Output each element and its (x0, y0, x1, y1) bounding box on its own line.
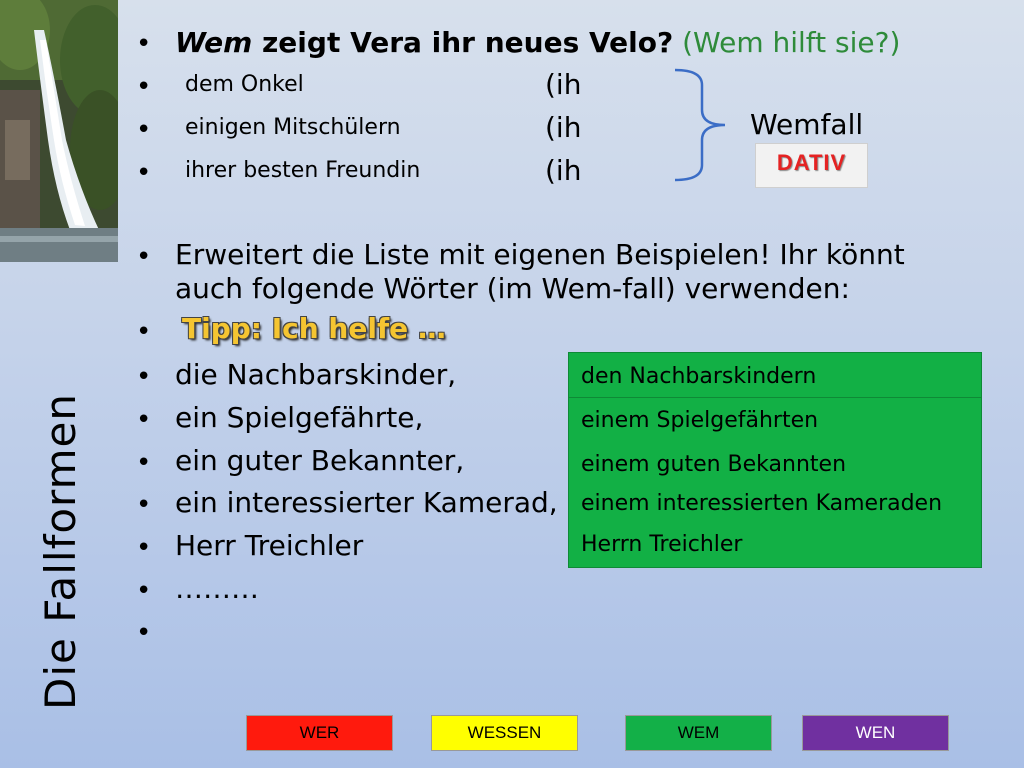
bullet: • (136, 72, 152, 102)
question-line (175, 26, 900, 60)
bullet: • (136, 29, 152, 59)
question-rest: zeigt Vera ihr neues Velo? (252, 26, 674, 59)
bullet: • (136, 242, 152, 272)
dativ-badge (755, 143, 868, 188)
instruction-line: auch folgende Wörter (im Wem-fall) verwenden: (175, 272, 850, 305)
bullet: • (136, 618, 152, 648)
word-item: ein interessierter Kamerad, (175, 486, 558, 519)
ih-text: (ih (545, 154, 582, 187)
brace-icon (670, 65, 730, 185)
bullet: • (136, 405, 152, 435)
example-item: einigen Mitschülern (185, 115, 401, 140)
case-button-wer[interactable] (246, 715, 393, 751)
bullet: • (136, 533, 152, 563)
bullet: • (136, 317, 152, 347)
answer-item: einem interessierten Kameraden (581, 491, 943, 516)
bullet: • (136, 158, 152, 188)
bullet: • (136, 115, 152, 145)
example-item: dem Onkel (185, 72, 304, 97)
word-item: die Nachbarskinder, (175, 358, 457, 391)
word-item: Herr Treichler (175, 529, 364, 562)
bullet: • (136, 448, 152, 478)
waterfall-photo (0, 0, 118, 262)
case-button-label: WEM (677, 723, 720, 742)
dativ-label: DATIV (776, 150, 847, 175)
question-em: Wem (175, 26, 253, 59)
instruction-line: Erweitert die Liste mit eigenen Beispielen! Ihr könnt (175, 238, 905, 271)
answer-item: einem guten Bekannten (581, 452, 847, 477)
answer-item: den Nachbarskindern (581, 364, 817, 389)
word-item: ein Spielgefährte, (175, 401, 424, 434)
ih-text: (ih (545, 111, 582, 144)
answers-box (568, 352, 982, 568)
page-title: Die Fallformen (36, 393, 85, 710)
question-hint: (Wem hilft sie?) (673, 26, 901, 59)
case-button-wessen[interactable] (431, 715, 578, 751)
wemfall-label: Wemfall (750, 108, 864, 141)
case-button-label: WEN (855, 723, 896, 742)
ih-text: (ih (545, 68, 582, 101)
bullet: • (136, 576, 152, 606)
bullet: • (136, 362, 152, 392)
case-button-label: WER (299, 723, 340, 742)
tipp-heading: Tipp: Ich helfe … (182, 312, 446, 345)
word-item: ein guter Bekannter, (175, 444, 465, 477)
bullet: • (136, 490, 152, 520)
answer-item: einem Spielgefährten (581, 408, 819, 433)
answer-item: Herrn Treichler (581, 532, 743, 557)
word-item: ……… (175, 572, 259, 605)
divider (569, 397, 981, 398)
case-button-wem[interactable] (625, 715, 772, 751)
case-button-label: WESSEN (467, 723, 542, 742)
case-button-wen[interactable] (802, 715, 949, 751)
example-item: ihrer besten Freundin (185, 158, 421, 183)
